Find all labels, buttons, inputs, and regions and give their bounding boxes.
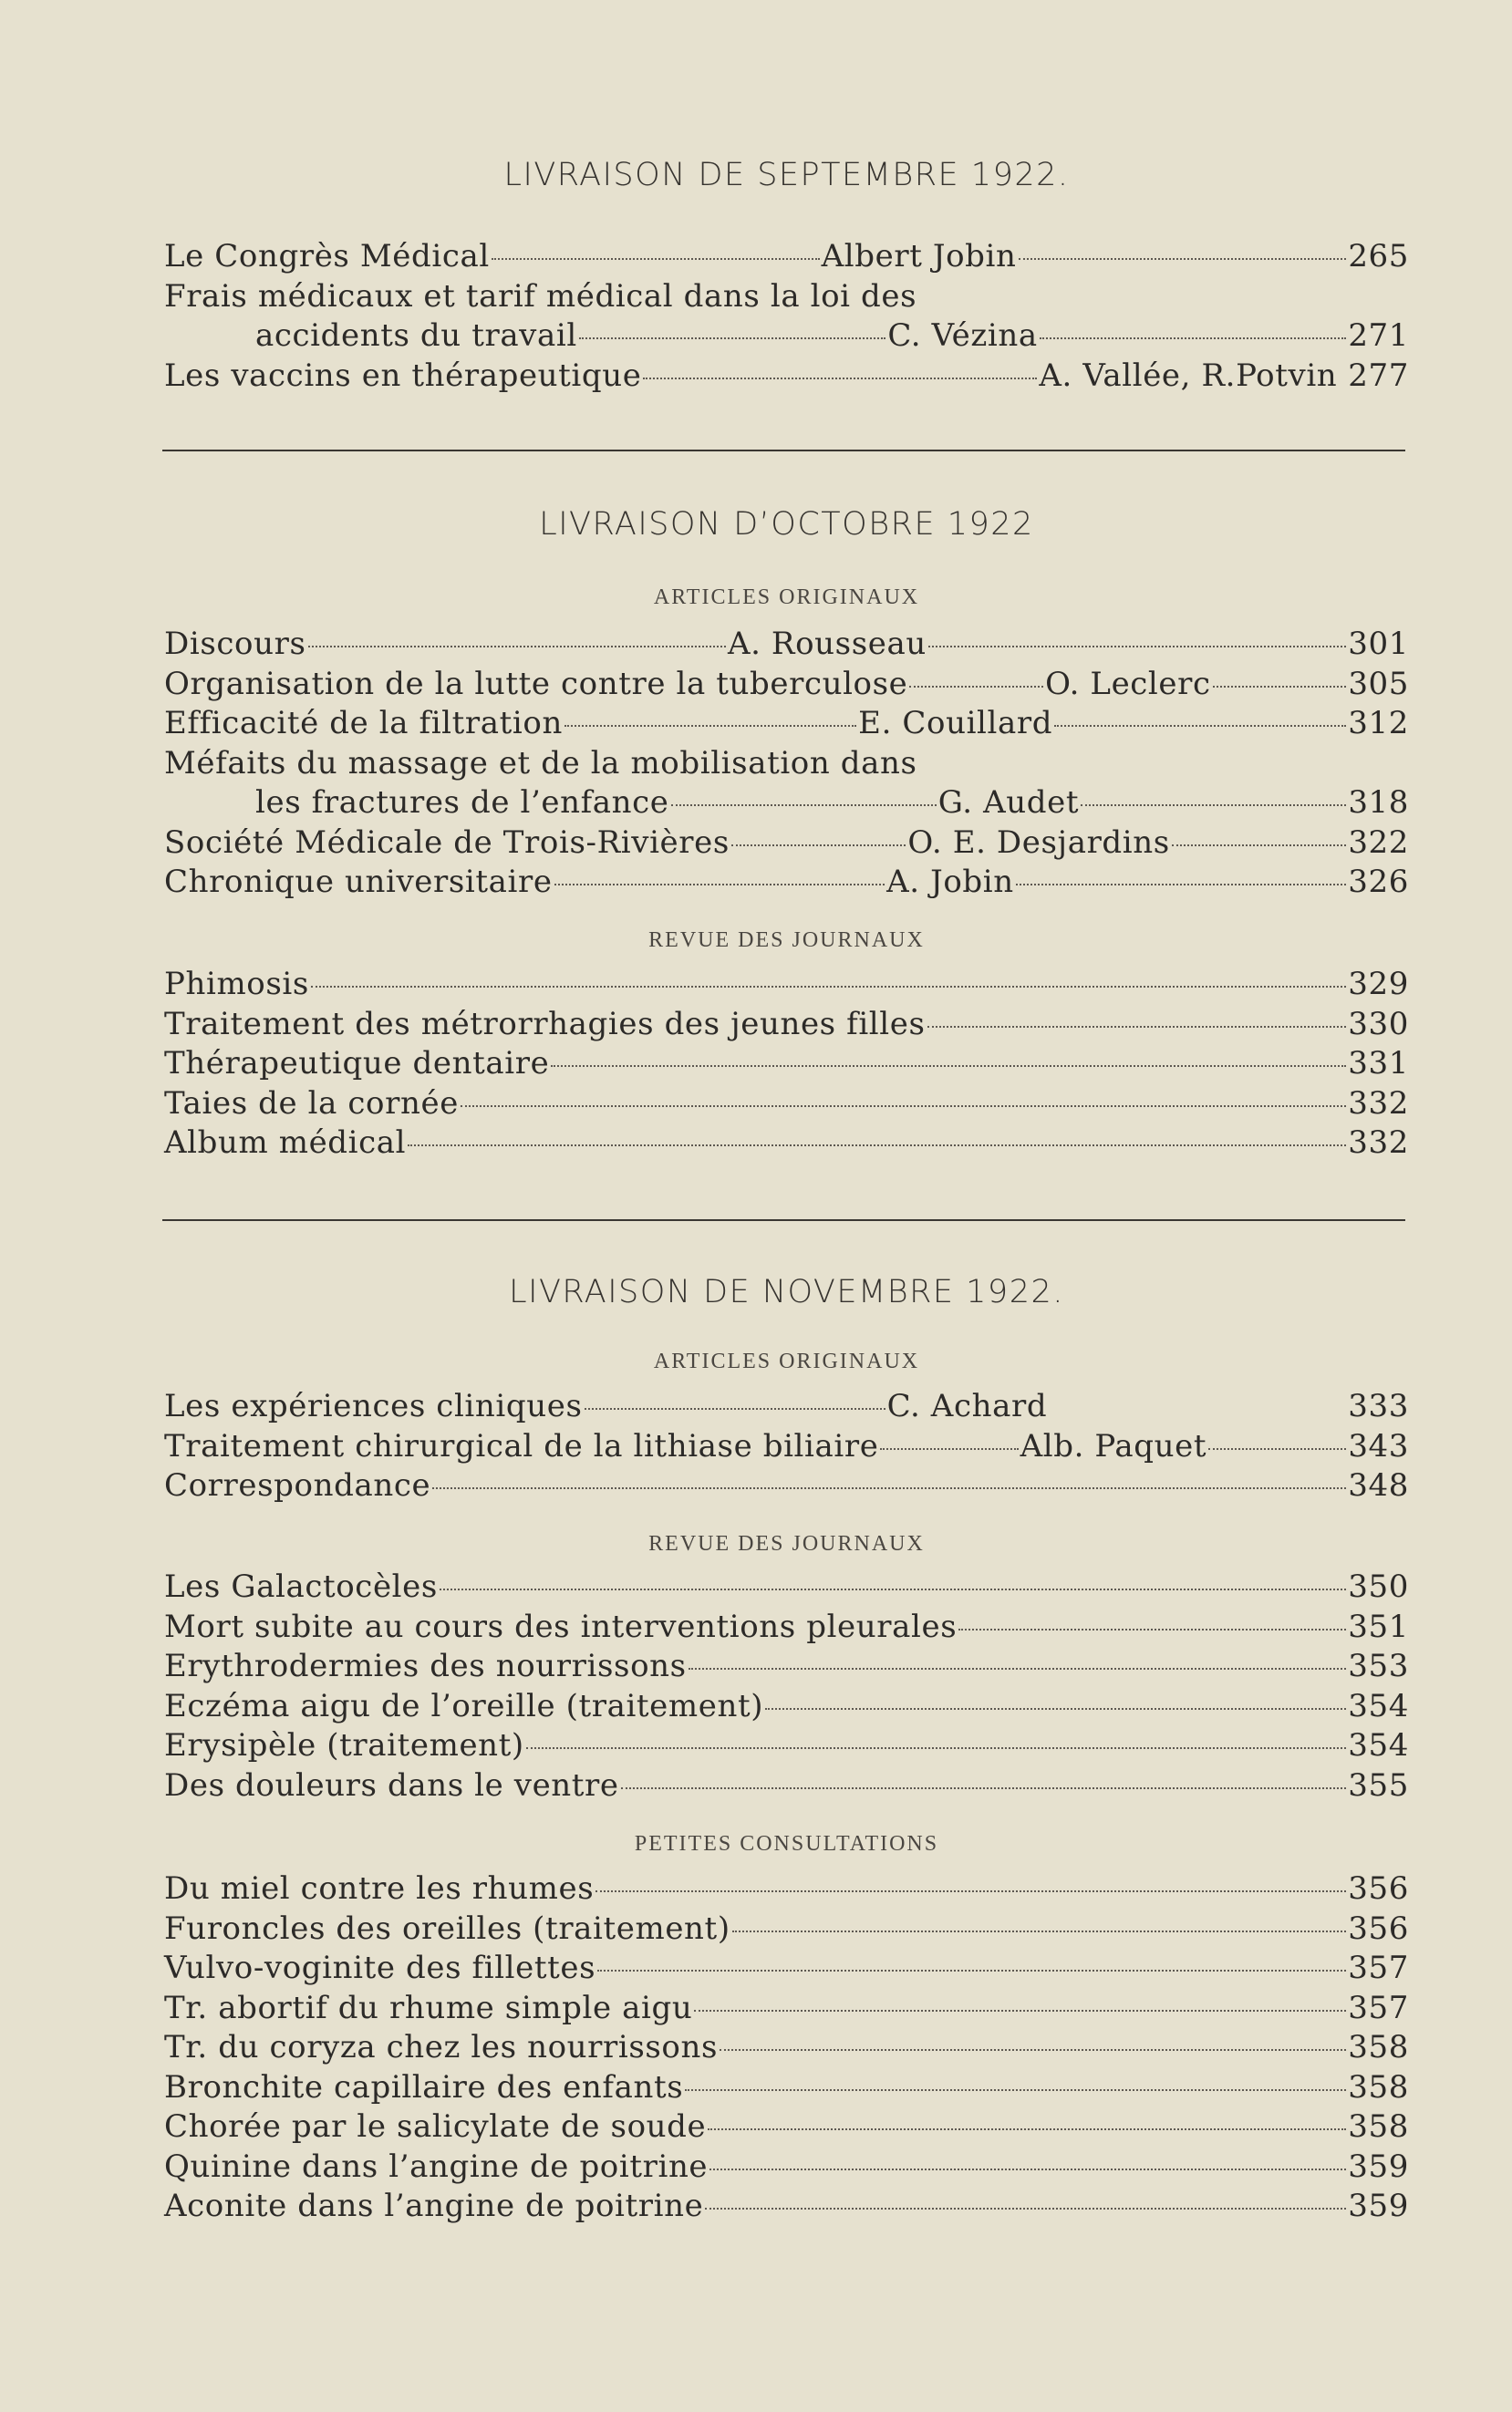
dot-leader — [461, 1105, 1346, 1107]
toc-entry: Traitement chirurgical de la lithiase biliaire Alb. Paquet 343 — [164, 1427, 1410, 1465]
subsection-heading: PETITES CONSULTATIONS — [634, 1832, 939, 1856]
subsection-heading: REVUE DES JOURNAUX — [648, 928, 925, 952]
toc-entry: les fractures de l’enfance G. Audet 318 — [255, 784, 1410, 821]
toc-entry: Du miel contre les rhumes 356 — [164, 1870, 1409, 1907]
toc-entry-line1: Frais médicaux et tarif médical dans la loi des — [164, 277, 917, 315]
dot-leader — [685, 2089, 1346, 2091]
dot-leader — [765, 1708, 1346, 1710]
dot-leader — [928, 646, 1346, 647]
dot-leader — [621, 1787, 1347, 1789]
dot-leader — [958, 1629, 1346, 1630]
section-title: LIVRAISON DE NOVEMBRE 1922. — [509, 1274, 1064, 1310]
toc-list — [164, 1869, 1409, 2227]
dot-leader — [909, 686, 1043, 688]
toc-list — [164, 1568, 1409, 1806]
section-title: LIVRAISON DE SEPTEMBRE 1922. — [503, 157, 1070, 193]
subsection-heading: ARTICLES ORIGINAUX — [653, 585, 920, 609]
dot-leader — [1019, 258, 1347, 260]
dot-leader — [708, 2128, 1346, 2130]
divider — [162, 450, 1405, 451]
dot-leader — [671, 804, 937, 806]
dot-leader — [579, 337, 886, 339]
toc-entry: Organisation de la lutte contre la tuberculose O. Leclerc 305 — [164, 665, 1410, 702]
dot-leader — [1172, 844, 1347, 846]
dot-leader — [694, 2010, 1346, 2012]
toc-entry: Des douleurs dans le ventre 355 — [164, 1766, 1409, 1804]
toc-entry-line1: Méfaits du massage et de la mobilisation dans — [164, 744, 917, 782]
dot-leader — [927, 1026, 1347, 1028]
dot-leader — [731, 844, 906, 846]
toc-entry: Le Congrès Médical Albert Jobin 265 — [164, 238, 1410, 274]
toc-list — [164, 237, 1409, 396]
toc-entry: accidents du travail C. Vézina 271 — [255, 317, 1410, 354]
dot-leader — [308, 646, 726, 647]
toc-entry: Les Galactocèles 350 — [164, 1568, 1409, 1605]
toc-entry: Furoncles des oreilles (traitement) 356 — [164, 1910, 1409, 1947]
toc-entry: Traitement des métrorrhagies des jeunes filles 330 — [164, 1005, 1409, 1042]
subsection-heading: REVUE DES JOURNAUX — [648, 1532, 925, 1556]
toc-entry: Vulvo-voginite des fillettes 357 — [164, 1950, 1409, 1986]
dot-leader — [1040, 337, 1347, 339]
dot-leader — [585, 1408, 885, 1410]
toc-entry: Bronchite capillaire des enfants 358 — [164, 2068, 1409, 2106]
toc-entry: Album médical 332 — [164, 1124, 1409, 1161]
toc-entry: Eczéma aigu de l’oreille (traitement) 354 — [164, 1687, 1409, 1724]
toc-entry: Quinine dans l’angine de poitrine 359 — [164, 2148, 1409, 2185]
dot-leader — [554, 884, 885, 885]
toc-entry: Mort subite au cours des interventions pleurales 351 — [164, 1608, 1409, 1645]
dot-leader — [432, 1487, 1346, 1489]
divider — [162, 1219, 1405, 1221]
dot-leader — [720, 2049, 1346, 2051]
dot-leader — [1016, 884, 1347, 885]
dot-leader — [492, 258, 820, 260]
toc-entry: Thérapeutique dentaire 331 — [164, 1045, 1409, 1082]
dot-leader — [1213, 686, 1347, 688]
toc-entry: Chorée par le salicylate de soude 358 — [164, 2108, 1409, 2145]
dot-leader — [880, 1448, 1018, 1450]
toc-entry: Efficacité de la filtration E. Couillard 312 — [164, 705, 1409, 741]
toc-entry: Phimosis 329 — [164, 966, 1409, 1002]
dot-leader — [709, 2169, 1346, 2170]
toc-entry: Tr. du coryza chez les nourrissons 358 — [164, 2029, 1409, 2065]
dot-leader — [1081, 804, 1346, 806]
dot-leader — [689, 1668, 1347, 1670]
toc-list — [164, 965, 1409, 1164]
dot-leader — [311, 986, 1346, 988]
toc-entry: Société Médicale de Trois-Rivières O. E. Desjardins 322 — [164, 823, 1410, 861]
dot-leader — [526, 1747, 1347, 1749]
toc-entry: Chronique universitaire A. Jobin 326 — [164, 864, 1409, 900]
toc-entry: Les vaccins en thérapeutique A. Vallée, R.Potvin 277 — [164, 357, 1409, 394]
subsection-heading: ARTICLES ORIGINAUX — [653, 1350, 920, 1373]
dot-leader — [705, 2208, 1346, 2210]
toc-entry: Erythrodermies des nourrissons 353 — [164, 1648, 1409, 1684]
dot-leader — [1054, 725, 1346, 727]
toc-entry: Erysipèle (traitement) 354 — [164, 1727, 1409, 1764]
dot-leader — [440, 1589, 1346, 1590]
toc-entry: Correspondance 348 — [164, 1467, 1409, 1504]
toc-entry: Les expériences cliniques C. Achard 333 — [164, 1388, 1409, 1424]
dot-leader — [597, 1970, 1346, 1972]
toc-entry: Tr. abortif du rhume simple aigu 357 — [164, 1989, 1409, 2026]
dot-leader — [643, 378, 1037, 379]
dot-leader — [551, 1065, 1346, 1067]
toc-entry: Aconite dans l’angine de poitrine 359 — [164, 2188, 1409, 2224]
dot-leader — [595, 1890, 1346, 1892]
toc-entry: Discours A. Rousseau 301 — [164, 626, 1409, 662]
toc-list — [164, 1387, 1409, 1506]
toc-entry: Taies de la cornée 332 — [164, 1084, 1409, 1122]
dot-leader — [732, 1931, 1347, 1932]
dot-leader — [564, 725, 856, 727]
toc-list — [164, 625, 1409, 903]
dot-leader — [1208, 1448, 1346, 1450]
dot-leader — [408, 1144, 1346, 1146]
section-title: LIVRAISON D’OCTOBRE 1922 — [539, 506, 1034, 543]
